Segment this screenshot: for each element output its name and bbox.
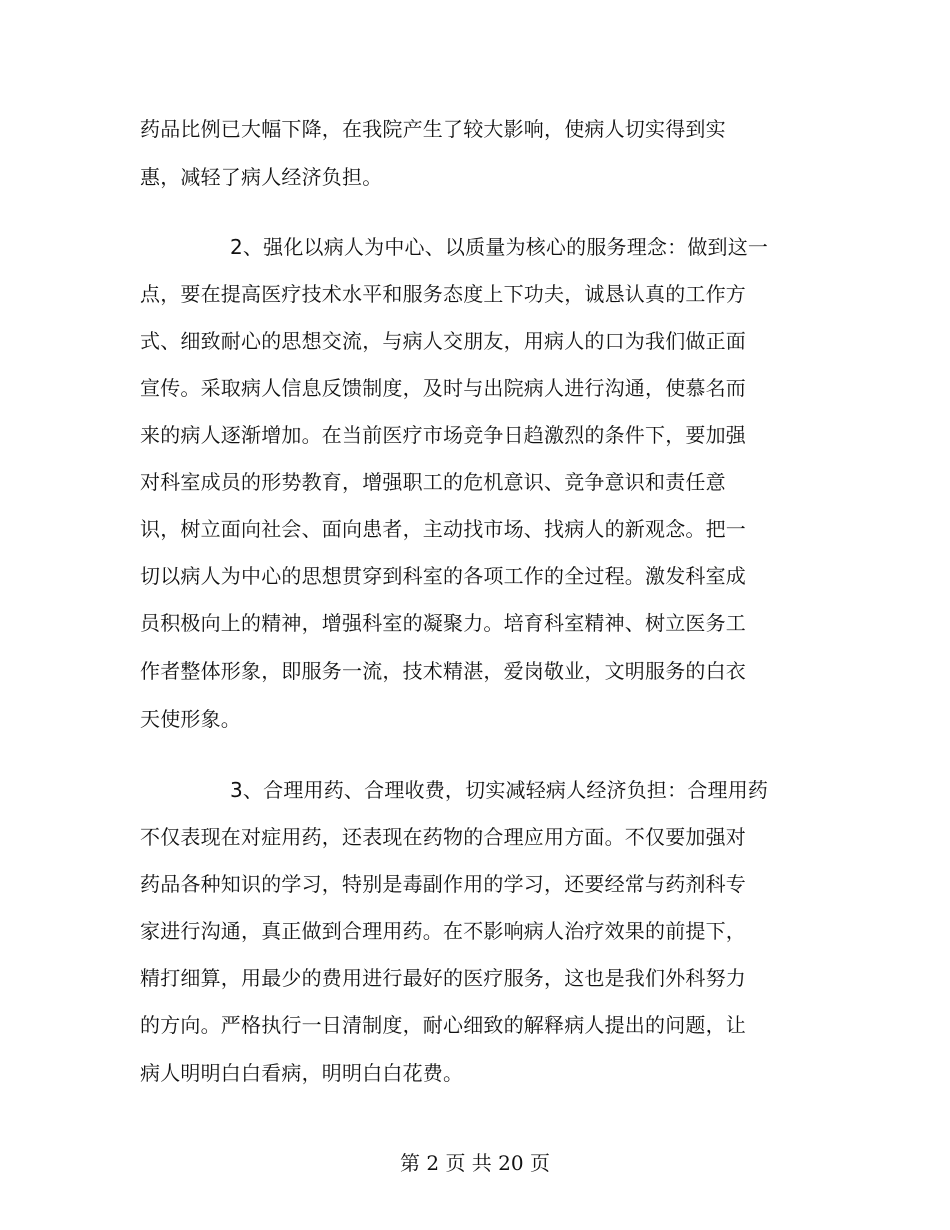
paragraph-line: 式、细致耐心的思想交流，与病人交朋友，用病人的口为我们做正面 <box>140 329 746 353</box>
paragraph-line: 药品各种知识的学习，特别是毒副作用的学习，还要经常与药剂科专 <box>140 872 746 896</box>
paragraph-first-line: 2、强化以病人为中心、以质量为核心的服务理念：做到这一 <box>230 235 769 259</box>
paragraph-line: 天使形象。 <box>140 707 241 731</box>
paragraph-line: 切以病人为中心的思想贯穿到科室的各项工作的全过程。激发科室成 <box>140 564 746 588</box>
paragraph-line: 识，树立面向社会、面向患者，主动找市场、找病人的新观念。把一 <box>140 517 746 541</box>
paragraph-line: 家进行沟通，真正做到合理用药。在不影响病人治疗效果的前提下， <box>140 919 746 943</box>
paragraph-line: 药品比例已大幅下降，在我院产生了较大影响，使病人切实得到实 <box>140 117 726 141</box>
paragraph-line: 宣传。采取病人信息反馈制度，及时与出院病人进行沟通，使慕名而 <box>140 376 746 400</box>
paragraph-line: 员积极向上的精神，增强科室的凝聚力。培育科室精神、树立医务工 <box>140 611 746 635</box>
paragraph-line: 作者整体形象，即服务一流，技术精湛，爱岗敬业，文明服务的白衣 <box>140 659 746 683</box>
paragraph-line: 来的病人逐渐增加。在当前医疗市场竞争日趋激烈的条件下，要加强 <box>140 423 746 447</box>
paragraph-line: 对科室成员的形势教育，增强职工的危机意识、竞争意识和责任意 <box>140 470 726 494</box>
paragraph-line: 点，要在提高医疗技术水平和服务态度上下功夫，诚恳认真的工作方 <box>140 282 746 306</box>
paragraph-first-line: 3、合理用药、合理收费，切实减轻病人经济负担：合理用药 <box>230 778 769 802</box>
paragraph-line: 的方向。严格执行一日清制度，耐心细致的解释病人提出的问题，让 <box>140 1013 746 1037</box>
paragraph-line: 精打细算，用最少的费用进行最好的医疗服务，这也是我们外科努力 <box>140 966 746 990</box>
paragraph-line: 病人明明白白看病，明明白白花费。 <box>140 1061 464 1085</box>
paragraph-line: 不仅表现在对症用药，还表现在药物的合理应用方面。不仅要加强对 <box>140 825 746 849</box>
paragraph-line: 惠，减轻了病人经济负担。 <box>140 165 383 189</box>
page-number-footer: 第 2 页 共 20 页 <box>400 1151 550 1175</box>
